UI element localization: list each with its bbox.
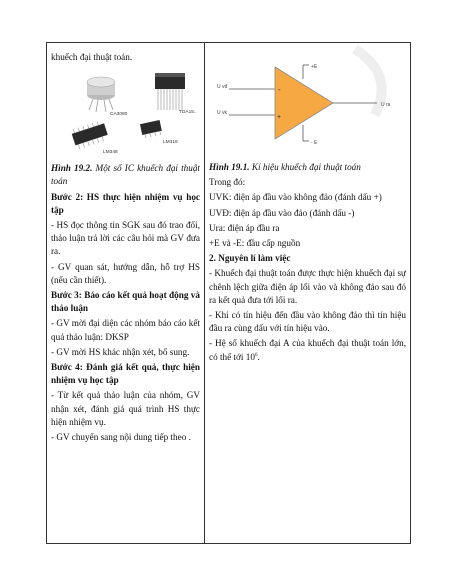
lm318-label: LM318 bbox=[163, 140, 178, 146]
def-supply: +E và -E: đầu cấp nguồn bbox=[209, 238, 301, 249]
lesson-table bbox=[46, 42, 411, 544]
intro-text: khuếch đại thuật toán. bbox=[51, 52, 133, 62]
section2-title: 2. Nguyên lí làm việc bbox=[209, 253, 291, 264]
figure-19-2-caption: Hình 19.2. Một số IC khuếch đại thuật toán bbox=[51, 163, 200, 187]
right-column bbox=[205, 43, 411, 544]
step2-line-1: - HS đọc thông tin SGK sau đó trao đổi, thảo luận trả lời các câu hỏi mà GV đưa ra. bbox=[51, 220, 200, 257]
step2-line-2: - GV quan sát, hướng dẫn, hỗ trợ HS (nếu cần thiết). bbox=[51, 261, 200, 285]
def-ura: Ura: điện áp đầu ra bbox=[209, 222, 280, 233]
section2-line-2: - Khi có tín hiệu đến đầu vào không đảo thì tín hiệu đầu ra cùng dấu với tín hiệu vào. bbox=[209, 310, 406, 334]
opamp-symbol bbox=[205, 45, 410, 157]
ca3080-label: CA3080 bbox=[110, 112, 128, 118]
u-vk-label: U vk bbox=[217, 110, 227, 116]
def-uvk: UVK: điện áp đầu vào không đảo (đánh dấu +) bbox=[209, 192, 382, 203]
step4-line-1: - Từ kết quả thảo luận của nhóm, GV nhận xét, đánh giá quá trình HS thực hiện nhiệm vụ. bbox=[51, 390, 200, 427]
section2-line-1: - Khuếch đại thuật toán được thực hiện khuếch đại sự chênh lệch giữa điện áp lối vào và không đảo sau đó ra kết quả đưa tới lối ra. bbox=[209, 268, 406, 305]
step3-line-2: - GV mời HS khác nhận xét, bổ sung. bbox=[51, 346, 190, 357]
left-column bbox=[47, 43, 205, 544]
step3-line-1: - GV mời đại diện các nhóm báo cáo kết quả thảo luận: DKSP bbox=[51, 318, 200, 342]
minus-e-label: - E bbox=[311, 140, 318, 146]
step2-title: Bước 2: HS thực hiện nhiệm vụ học tập bbox=[51, 191, 200, 215]
ic-photo bbox=[51, 70, 200, 158]
lm348-label: LM348 bbox=[103, 150, 118, 156]
svg-text:+: + bbox=[277, 114, 282, 121]
step3-title: Bước 3: Báo cáo kết quả hoạt động và thảo luận bbox=[51, 290, 200, 314]
u-vd-label: U vđ bbox=[217, 84, 228, 90]
svg-text:-: - bbox=[278, 85, 281, 94]
where-label: Trong đó: bbox=[209, 177, 246, 188]
tda-label: TDA15.. bbox=[179, 110, 197, 116]
step4-title: Bước 4: Đánh giá kết quả, thực hiện nhiệm vụ học tập bbox=[51, 362, 200, 386]
def-uvd: UVĐ: điện áp đầu vào đảo (đánh dấu -) bbox=[209, 207, 355, 218]
u-ra-label: U ra bbox=[381, 102, 391, 108]
step4-line-2: - GV chuyển sang nội dung tiếp theo . bbox=[51, 432, 191, 443]
plus-e-label: +E bbox=[311, 64, 318, 70]
figure-19-1-caption: Hình 19.1. Kí hiệu khuếch đại thuật toán bbox=[209, 162, 361, 172]
gain-line: - Hệ số khuếch đại A của khuếch đại thuật toán lớn, có thể tới $10^6$. bbox=[209, 338, 406, 362]
